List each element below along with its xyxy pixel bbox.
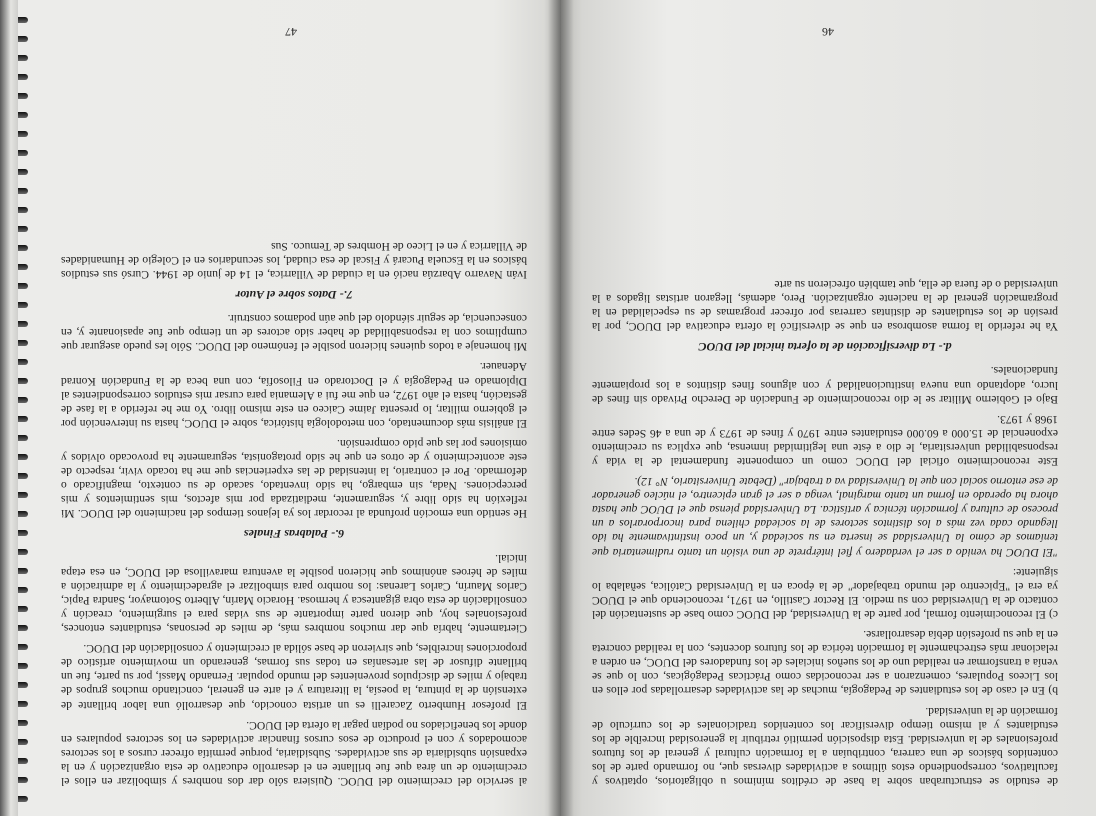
paragraph: al servicio del crecimiento del DUOC. Quisiera sólo dar dos nombres y simbolizar en ellos el crecimiento de un área que fue brillante en el desarrollo educativo de esta organización y en la expansión subsidiaria de sus actividades. Subsidiaria, porque permitía ofrecer cursos a los sectores acomodados y con el producto de esos cursos financiar actividades en los sectores populares en donde los beneficiados no podían pagar la oferta del DUOC. (61, 718, 527, 788)
paragraph: Ciertamente, habría que dar muchos nombres más, de miles de personas, estudiantes entonces, profesionales hoy, que dieron parte importante de sus vidas para el surgimiento, creación y consolidación de esta obra gigantesca y hermosa. Horacio Marín, Alberto Sotomayor, Sandra Papic, Carlos Maurín, Carlos Larenas: los nombro para simbolizar el agradecimiento y la admiración a miles de héroes anónimos que hicieron posible la aventura maravillosa del DUOC, en esa etapa inicial. (61, 551, 527, 636)
binding-ring (2, 36, 28, 42)
binding-ring (2, 625, 28, 631)
binding-ring (2, 150, 28, 156)
binding-ring (2, 739, 28, 745)
paragraph: c) El reconocimiento formal, por parte de la Universidad, del DUOC como base de sustentación del contacto de la Universidad con su medio. El Rector Castillo, en 1971, reconociendo que el DUOC ya era el "Epicentro del mundo trabajador" de la época en la Universidad Católica, señalaba lo siguiente: (592, 565, 1058, 621)
binding-ring (2, 359, 28, 365)
paragraph: El análisis más documentado, con metodología histórica, sobre el DUOC, hasta su intervención por el gobierno militar, lo presenta Jaime Caiceo en este mismo libro. Yo me he referido a la fase de gestación, hasta el año 1972, en que me fui a Alemania para cursar mis estudios correspondientes al Diplomado en Pedagogía y el Doctorado en Filosofía, con una beca de la Fundación Konrad Adenauer. (61, 360, 527, 430)
binding-ring (2, 416, 28, 422)
paragraph: Bajo el Gobierno Militar se le dio reconocimiento de Fundación de Derecho Privado sin fines de lucro, adoptando una nueva institucionalidad y con algunos fines distintos a los propiamente fundacionales. (592, 364, 1058, 406)
binding-ring (2, 93, 28, 99)
paragraph: El profesor Humberto Zacarelli es un artista conocido, que desarrolló una labor brillante de extensión de la pintura, la poesía, la literatura y el arte en general, concitando muchos grupos de trabajo y miles de discípulos provenientes del mundo popular. Fernando Massí, por su parte, fue un brillante difusor de las artesanías en todas sus formas, generando un movimiento artístico de proporciones increíbles, que sirvieron de base sólida al crecimiento y consolidación del DUOC. (61, 642, 527, 712)
binding-ring (2, 321, 28, 327)
paragraph: Iván Navarro Abarzúa nació en la ciudad de Villarrica, el 14 de junio de 1944. Cursó sus estudios básicos en la Escuela Pucará y Fiscal de esa ciudad, los secundarios en el Colegio de Humanidades de Villarrica y en el Liceo de Hombres de Temuco. Sus (61, 239, 527, 281)
binding-ring (2, 131, 28, 137)
binding-ring (2, 606, 28, 612)
binding-ring (2, 758, 28, 764)
section-heading: d.- La diversificación de la oferta inicial del DUOC (698, 340, 952, 355)
quote-rector-castillo: "El DUOC ha venido a ser el verdadero y fiel intérprete de una visión un tanto rudimentaria que teníamos de cómo la Universidad se inserta en su sociedad y, un poco instintivamente ha ido llegando cada vez más a los distintos sectores de la sociedad chilena para incorporarlos a un proceso de cultura y formación técnica y artística. La Universidad piensa que el DUOC que hasta ahora ha operado en forma un tanto marginal, venga a ser el gran epicentro, el núcleo generador de ese entorno social con que la Universidad va a trabajar" (Debate Universitario, N° 12). (592, 475, 1058, 559)
binding-ring (2, 188, 28, 194)
binding-ring (2, 796, 28, 802)
section-heading: 6.- Palabras Finales (243, 527, 345, 542)
binding-ring (2, 511, 28, 517)
page-number: 46 (822, 25, 834, 39)
binding-ring (2, 530, 28, 536)
page-46 (561, 0, 1096, 816)
binding-ring (2, 169, 28, 175)
binding-ring (2, 207, 28, 213)
binding-ring (2, 397, 28, 403)
paragraph: Este reconocimiento oficial del DUOC como un componente fundamental de la vida y responsabilidad universitaria, le dio a éste una legitimidad inmensa, que explica su crecimiento exponencial de 15.000 a 60.000 estudiantes entre 1970 y fines de 1973 y de una a 46 Sedes entre 1968 y 1973. (592, 412, 1058, 469)
page-number: 47 (285, 25, 297, 39)
binding-ring (2, 663, 28, 669)
binding-ring (2, 435, 28, 441)
binding-ring (2, 473, 28, 479)
spiral-binding (0, 0, 30, 816)
binding-ring (2, 454, 28, 460)
section-heading: 7.- Datos sobre el Autor (235, 288, 353, 303)
paragraph: Ya he referido la forma asombrosa en que se diversificó la oferta educativa del DUOC, por la presión de los estudiantes de distintas carreras por ofrecer programas de su especialidad en la programación general de la naciente organización. Pero, además, llegaron artistas ligados a la universidad o de fuera de ella, que también ofrecieron su arte (592, 278, 1058, 334)
binding-ring (2, 549, 28, 555)
book-gutter-shadow (548, 0, 574, 816)
binding-ring (2, 245, 28, 251)
binding-ring (2, 226, 28, 232)
binding-ring (2, 568, 28, 574)
binding-ring (2, 587, 28, 593)
binding-ring (2, 17, 28, 23)
paragraph: Mi homenaje a todos quienes hicieron posible el fenómeno del DUOC. Sólo les puedo asegurar que cumplimos con la responsabilidad de haber sido actores de un tiempo que fue apasionante y, en consecuencia, de seguir siéndolo del que aún podamos construir. (61, 312, 527, 354)
page-47-text (61, 233, 527, 788)
page-46-text (592, 271, 1058, 788)
binding-ring (2, 682, 28, 688)
binding-ring (2, 55, 28, 61)
binding-ring (2, 340, 28, 346)
binding-ring (2, 264, 28, 270)
paragraph: b) En el caso de los estudiantes de Pedagogía, muchas de las actividades desarrolladas por ellos en los Liceos Populares, comenzaron a ser reconocidas como Prácticas Pedagógicas, con lo que se venía a transformar en realidad uno de los sueños iniciales de los fundadores del DUOC, en orden a relacionar más estrechamente la formación teórica de los futuros docentes, con la realidad concreta en la que su profesión debía desarrollarse. (592, 628, 1058, 698)
binding-ring (2, 701, 28, 707)
paragraph: He sentido una emoción profunda al recordar los ya lejanos tiempos del nacimiento del DUOC. Mi reflexión ha sido libre y, seguramente, mediatizada por mis afectos, mis sentimientos y mis percepciones. Nada, sin embargo, ha sido inventado, sacado de su contexto, magnificado o deformado. Por el contrario, la intensidad de las experiencias que me ha tocado vivir, respecto de este acontecimiento y de otros en que he sido protagonista, seguramente ha provocado olvidos y omisiones por las que pido comprensión. (61, 436, 527, 521)
binding-ring (2, 283, 28, 289)
paragraph: de estudio se estructuraban sobre la base de créditos mínimos u obligatorios, optativos y facultativos, correspondiendo estos últimos a actividades diversas que, no formando parte de los contenidos básicos de una carrera, contribuían a la formación cultural y general de los futuros profesionales de la universidad. Esta disposición permitió retribuir la generosidad increíble de los estudiantes y al mismo tiempo diversificar los contenidos tradicionales de los currículo de formación de la universidad. (592, 704, 1058, 788)
binding-ring (2, 378, 28, 384)
binding-ring (2, 492, 28, 498)
binding-ring (2, 302, 28, 308)
binding-ring (2, 74, 28, 80)
binding-ring (2, 644, 28, 650)
binding-ring (2, 112, 28, 118)
binding-ring (2, 777, 28, 783)
binding-ring (2, 720, 28, 726)
